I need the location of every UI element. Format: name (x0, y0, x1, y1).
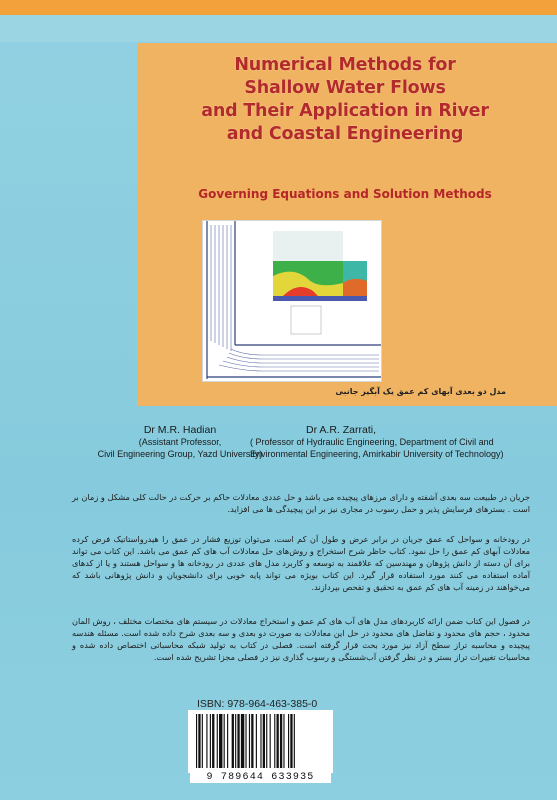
figure-caption: مدل دو بعدی آبهای کم عمق یک آبگیر جانبی (335, 387, 506, 396)
author-left-affiliation-2: Civil Engineering Group, Yazd University) (97, 449, 263, 459)
description-paragraph-3: در فصول این کتاب ضمن ارائه کاربردهای مدل های آب های کم عمق و استخراج معادلات در سیستم های مختصات مختلف ، روش المان محدود ، حجم های محدود و تفاضل های محدود در حل این معادلات به صورت دو بعدی و سه بعدی شرح داده شده است. مسئله هندسه پیچیده و محاسبه تراز سطح آزاد نیز مورد بحث قرار گرفته است. فصلی در کتاب به تولید شبکه محاسباتی اختصاص داده شده و محاسبات تغییرات تراز بستر و در نظر گرفتن آب‌شستگی و رسوب گذاری نیز در فصلی مجزا تشریح شده است. (72, 616, 530, 662)
top-blue-band (0, 15, 557, 42)
barcode (188, 710, 333, 773)
book-title (140, 54, 550, 146)
author-right-affiliation-2: Environmental Engineering, Amirkabir University of Technology) (250, 449, 504, 459)
title-line-4: and Coastal Engineering (226, 124, 464, 144)
author-right (250, 424, 550, 460)
flow-field-image (203, 221, 381, 381)
barcode-bars (188, 710, 333, 770)
title-line-1: Numerical Methods for (234, 55, 456, 75)
author-left-name: Dr M.R. Hadian (143, 424, 217, 436)
top-orange-stripe (0, 0, 557, 15)
simulation-figure (202, 220, 382, 382)
book-subtitle: Governing Equations and Solution Methods (198, 187, 492, 201)
barcode-number: 9 789644 633935 (190, 772, 331, 783)
isbn-label: ISBN: 978-964-463-385-0 (197, 698, 318, 710)
author-left-affiliation-1: (Assistant Professor, (138, 437, 222, 447)
description-paragraph-1: جریان در طبیعت سه بعدی آشفته و دارای مرزهای پیچیده می باشد و حل عددی معادلات حاکم بر حرکت در حالت کلی مشکل و زمان بر است . بسترهای فرسایش پذیر و حمل رسوب در مجاری نیز بر این پیچیدگی ها می افزاید. (72, 492, 530, 514)
author-right-name: Dr A.R. Zarrati, (306, 424, 377, 436)
author-right-affiliation-1: ( Professor of Hydraulic Engineering, Department of Civil and (250, 437, 494, 447)
title-line-3: and Their Application in River (201, 101, 489, 121)
description-paragraph-2: در رودخانه و سواحل که عمق جریان در برابر عرض و طول آن کم است، می‌توان توزیع فشار در عمق را هیدرواستاتیک فرض کرده معادلات آبهای کم عمق را حل نمود. کتاب حاظر شرح استخراج و روش‌های حل معادلات آب های کم عمق می باشد. این کتاب می تواند برای آن دسته از دانش پژوهان و مهندسین که علاقمند به توسعه و کاربرد مدل های عددی در رودخانه ها و سواحل هستند و یا از کدهای آماده استفاده می کنند مورد استفاده قرار گیرد. این کتاب بویژه می تواند پایه خوبی برای دانشجویان و دانش پژوهانی باشد که می‌خواهند در زمینه آب های کم عمق به تحقیق و تفحص بپردازند. (72, 534, 530, 592)
title-line-2: Shallow Water Flows (244, 78, 446, 98)
